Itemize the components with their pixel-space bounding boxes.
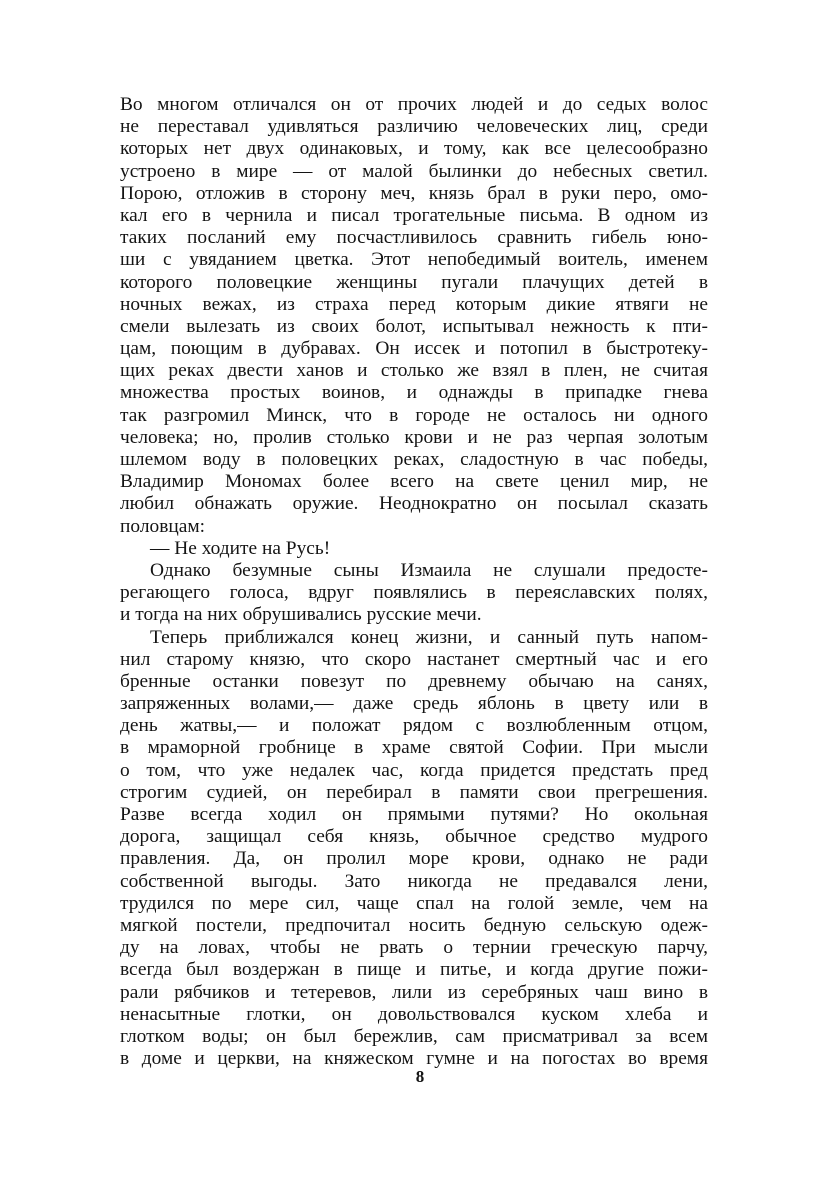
text-line: трудился по мере сил, чаще спал на голой земле, чем на: [120, 892, 708, 914]
text-line: бренные останки повезут по древнему обычаю на санях,: [120, 670, 708, 692]
text-line: ночных вежах, из страха перед которым дикие ятвяги не: [120, 293, 708, 315]
text-line: ду на ловах, чтобы не рвать о тернии греческую парчу,: [120, 937, 708, 959]
text-line: кал его в чернила и писал трогательные письма. В одном из: [120, 204, 708, 226]
text-line: строгим судией, он перебирал в памяти свои прегрешения.: [120, 781, 708, 803]
text-line: которого половецкие женщины пугали плачущих детей в: [120, 271, 708, 293]
text-line: таких посланий ему посчастливилось сравнить гибель юно-: [120, 227, 708, 249]
text-line: любил обнажать оружие. Неоднократно он посылал сказать: [120, 493, 708, 515]
text-line: регающего голоса, вдруг появлялись в переяславских полях,: [120, 582, 708, 604]
text-line: правления. Да, он пролил море крови, однако не ради: [120, 848, 708, 870]
text-line: половцам:: [120, 515, 205, 537]
text-line: так разгромил Минск, что в городе не осталось ни одного: [120, 404, 708, 426]
text-line: которых нет двух одинаковых, и тому, как все целесообразно: [120, 138, 708, 160]
text-line: цам, поющим в дубравах. Он иссек и потопил в быстротеку-: [120, 338, 708, 360]
text-line: запряженных волами,— даже средь яблонь в цвету или в: [120, 693, 708, 715]
text-line: ши с увяданием цветка. Этот непобедимый воитель, именем: [120, 249, 708, 271]
text-line: Во многом отличался он от прочих людей и до седых волос: [120, 94, 708, 115]
text-line: дорога, защищал себя князь, обычное средство мудрого: [120, 826, 708, 848]
text-line: в доме и церкви, на княжеском гумне и на погостах во время: [120, 1048, 708, 1070]
text-line: глотком воды; он был бережлив, сам присматривал за всем: [120, 1025, 708, 1047]
text-line: мягкой постели, предпочитал носить бедную сельскую одеж-: [120, 914, 708, 936]
text-line: рали рябчиков и тетеревов, лили из серебряных чаш вино в: [120, 981, 708, 1003]
text-line: Теперь приближался конец жизни, и санный путь напом-: [150, 626, 708, 648]
text-line: смели вылезать из своих болот, испытывал нежность к пти-: [120, 315, 708, 337]
text-line: в мраморной гробнице в храме святой Софии. При мысли: [120, 737, 708, 759]
text-line: о том, что уже недалек час, когда придется предстать пред: [120, 759, 708, 781]
dialogue-line: — Не ходите на Русь!: [150, 537, 331, 559]
text-line: ненасытные глотки, он довольствовался куском хлеба и: [120, 1003, 708, 1025]
text-line: всегда был воздержан в пище и питье, и когда другие пожи-: [120, 959, 708, 981]
text-line: и тогда на них обрушивались русские мечи.: [120, 604, 482, 626]
text-line: Однако безумные сыны Измаила не слушали предосте-: [150, 559, 708, 581]
text-line: щих реках двести ханов и столько же взял в плен, не считая: [120, 360, 708, 382]
text-line: множества простых воинов, и однажды в припадке гнева: [120, 382, 708, 404]
text-line: Разве всегда ходил он прямыми путями? Но окольная: [120, 804, 708, 825]
text-line: день жатвы,— и положат рядом с возлюбленным отцом,: [120, 715, 708, 737]
text-line: собственной выгоды. Зато никогда не предавался лени,: [120, 870, 708, 892]
text-line: не переставал удивляться различию человеческих лиц, среди: [120, 116, 708, 138]
text-line: устроено в мире — от малой былинки до небесных светил.: [120, 160, 708, 182]
text-line: Порою, отложив в сторону меч, князь брал в руки перо, омо-: [120, 182, 708, 204]
text-line: шлемом воду в половецких реках, сладостную в час победы,: [120, 449, 708, 470]
text-line: Владимир Мономах более всего на свете ценил мир, не: [120, 471, 708, 493]
body-text: [120, 94, 708, 1070]
text-line: человека; но, пролив столько крови и не раз черпая золотым: [120, 426, 708, 448]
text-line: нил старому князю, что скоро настанет смертный час и его: [120, 648, 708, 670]
page-number: 8: [415, 1067, 425, 1086]
